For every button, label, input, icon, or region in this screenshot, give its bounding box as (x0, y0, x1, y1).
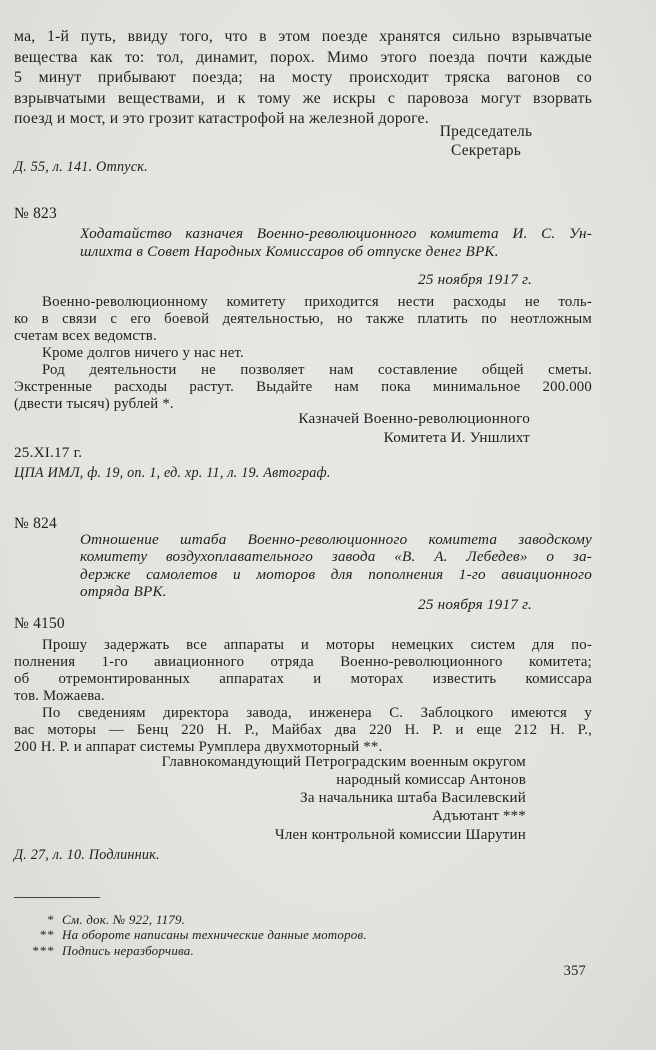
document-823-date: 25 ноября 1917 г. (418, 270, 532, 288)
text-line: 5 минут прибывают поезда; на мосту происходит тряска вагонов со (14, 69, 592, 86)
footnote (14, 927, 592, 942)
secretary-signature: Секретарь (450, 141, 522, 159)
document-824-outgoing-number: № 4150 (14, 614, 65, 632)
treasurer-signature-line-2: Комитета И. Уншлихт (383, 428, 530, 446)
document-823-heading (80, 225, 592, 261)
carryover-paragraph (14, 27, 592, 130)
archive-reference: ЦПА ИМЛ, ф. 19, оп. 1, ед. хр. 11, л. 19. Автограф. (14, 464, 331, 481)
text-line: (двести тысяч) рублей *. (14, 395, 174, 412)
document-824-heading (80, 531, 592, 601)
text-line: народный комиссар Антонов (336, 771, 526, 788)
footnote-text: Подпись неразборчива. (62, 942, 194, 958)
text-line: Прошу задержать все аппараты и моторы немецких систем для по- (42, 636, 592, 653)
footnote-marker: ** (40, 927, 55, 943)
text-line: За начальника штаба Василевский (300, 790, 526, 807)
text-line: взрывчатыми веществами, и к тому же искры с паровоза могут взорвать (14, 89, 592, 107)
text-line: 200 Н. Р. и аппарат системы Румплера двухмоторный **. (14, 738, 383, 755)
footnote-marker: *** (32, 942, 55, 958)
document-824-paragraph (14, 705, 592, 756)
text-line: Военно-революционному комитету приходится нести расходы не толь- (42, 293, 592, 310)
document-number-823: № 823 (14, 204, 57, 222)
document-823-paragraph (14, 362, 592, 413)
text-line: Член контрольной комиссии Шарутин (274, 826, 526, 843)
text-line: поезд и мост, и это грозит катастрофой на железной дороге. (14, 110, 429, 127)
document-824-signature-block (14, 753, 592, 844)
text-line: Отношение штаба Военно-революционного комитета заводскому (80, 530, 592, 548)
text-line: Род деятельности не позволяет нам составление общей сметы. (42, 361, 592, 378)
text-line: об отремонтированных аппаратах и моторах известить комиссара (14, 670, 592, 687)
text-line: Экстренные расходы растут. Выдайте нам пока минимальное 200.000 (14, 378, 592, 395)
document-number-824: № 824 (14, 514, 57, 532)
footnote-divider (14, 897, 100, 898)
archive-reference: Д. 55, л. 141. Отпуск. (14, 158, 148, 175)
text-line: ма, 1-й путь, ввиду того, что в этом поезде хранятся сильно взрывчатые (14, 28, 592, 45)
treasurer-signature-line-1: Казначей Военно-революционного (298, 409, 530, 427)
document-824-date: 25 ноября 1917 г. (418, 595, 532, 613)
text-line: Главнокомандующий Петроградским военным округом (161, 753, 526, 770)
text-line: Адъютант *** (432, 808, 526, 825)
text-line: ко в связи с его боевой деятельностью, но также платить по неотложным (14, 310, 592, 327)
text-line: шлихта в Совет Народных Комиссаров об отпуске денег ВРК. (80, 242, 499, 260)
footnote-marker: * (47, 911, 55, 927)
footnote-text: На обороте написаны технические данные моторов. (62, 927, 367, 943)
footnote-block (14, 912, 592, 958)
text-line: тов. Можаева. (14, 687, 105, 704)
page-number: 357 (563, 963, 586, 980)
text-line: вещества как то: тол, динамит, порох. Мимо этого поезда почти каждые (14, 48, 592, 66)
chairman-signature: Председатель (439, 122, 533, 140)
document-823-signed-date: 25.XI.17 г. (14, 443, 83, 461)
text-line: По сведениям директора завода, инженера С. Заблоцкого имеются у (42, 704, 592, 721)
text-line: комитету воздухоплавательного завода «В. А. Лебедев» о за- (80, 548, 592, 565)
footnote (14, 943, 592, 958)
document-823-paragraph (14, 345, 592, 362)
text-line: Кроме долгов ничего у нас нет. (42, 344, 244, 361)
footnote-text: См. док. № 922, 1179. (62, 911, 186, 927)
text-line: держке самолетов и моторов для пополнения 1-го авиационного (80, 565, 592, 583)
text-line: отряда ВРК. (80, 583, 167, 600)
document-824-paragraph (14, 637, 592, 705)
document-823-paragraph (14, 294, 592, 345)
document-823-signature-block (14, 409, 592, 447)
text-line: Ходатайство казначея Военно-революционного комитета И. С. Ун- (80, 224, 592, 242)
text-line: счетам всех ведомств. (14, 327, 157, 344)
text-line: вас моторы — Бенц 220 Н. Р., Майбах два 220 Н. Р. и еще 212 Н. Р., (14, 721, 592, 738)
footnote (14, 912, 592, 927)
archive-reference: Д. 27, л. 10. Подлинник. (14, 846, 160, 863)
text-line: полнения 1-го авиационного отряда Военно-революционного комитета; (14, 653, 592, 670)
